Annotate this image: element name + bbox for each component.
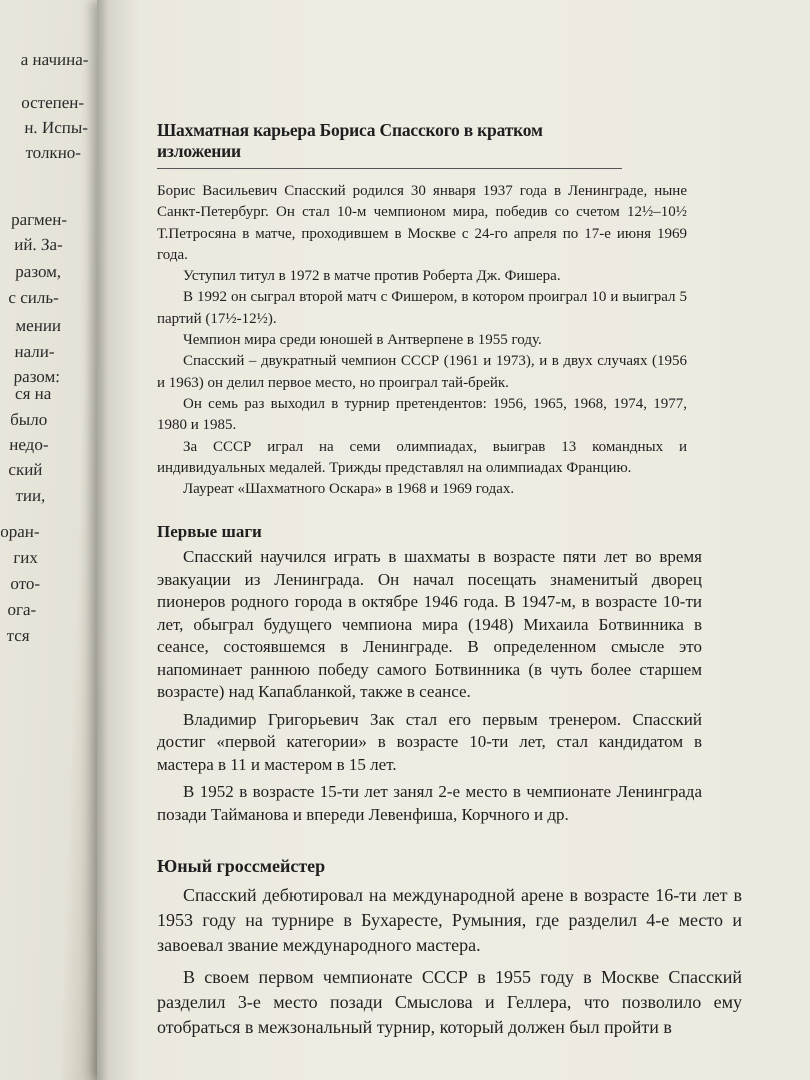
page-gutter-shadow (97, 0, 109, 1080)
body-paragraph: Владимир Григорьевич Зак стал его первым тренером. Спасский достиг «первой категории» в возрасте 10-ти лет, стал кандидатом в мастера в 11 и мастером в 15 лет. (157, 709, 702, 774)
left-page-fragment: разом, (15, 262, 62, 281)
left-page-fragment: гих (13, 548, 39, 567)
left-page-fragment: ский (8, 460, 43, 479)
left-page-fragment: остепен- (20, 93, 85, 112)
body-paragraph: В своем первом чемпионате СССР в 1955 году в Москве Спасский разделил 3-е место позади Смыслова и Геллера, что позволило ему отобраться в межзональный турнир, который должен был пройти в (157, 967, 742, 1038)
left-page-fragment: тии, (15, 486, 46, 505)
section-body-first-steps (157, 546, 702, 826)
section-heading-young-gm: Юный гроссмейстер (157, 856, 326, 877)
section-heading-first-steps: Первые шаги (157, 522, 262, 542)
page-title: Шахматная карьера Бориса Спасского в кратком изложении (157, 120, 622, 169)
intro-paragraph: Уступил титул в 1972 в матче против Роберта Дж. Фишера. (183, 268, 561, 285)
left-page-fragment: ся на (14, 384, 52, 403)
left-page-fragment: нали- (14, 342, 55, 361)
intro-paragraph: Он семь раз выходил в турнир претендентов: 1956, 1965, 1968, 1974, 1977, 1980 и 1985. (157, 395, 687, 434)
left-page-fragment: недо- (9, 435, 49, 454)
left-page-fragment: с силь- (8, 288, 60, 307)
left-page-fragment: а начина- (20, 50, 89, 69)
section-body-young-gm (157, 883, 742, 1040)
left-page-fragment: ий. За- (13, 235, 64, 254)
page-content (157, 120, 797, 1040)
left-page-fragment: ото- (10, 574, 41, 593)
right-book-page (97, 0, 810, 1080)
intro-block (157, 181, 687, 500)
left-page-fragment: толкно- (25, 143, 82, 162)
intro-paragraph: Спасский – двукратный чемпион СССР (1961 и 1973), и в двух случаях (1956 и 1963) он делил первое место, но проиграл тай-брейк. (157, 353, 687, 391)
left-page-fragment: н. Испы- (24, 118, 89, 137)
intro-paragraph: Борис Васильевич Спасский родился 30 января 1937 года в Ленинграде, ныне Санкт-Петербург. Он стал 10-м чемпионом мира, победив со счетом 12½–10½ Т.Петросяна в матче, проходившем в Москве с 24-го апреля по 17-е июня 1969 года. (157, 183, 687, 263)
intro-paragraph: В 1992 он сыграл второй матч с Фишером, в котором проиграл 10 и выиграл 5 партий (17½-12½). (157, 289, 687, 327)
intro-paragraph: Лауреат «Шахматного Оскара» в 1968 и 1969 годах. (183, 481, 515, 498)
left-page-fragment: мении (15, 316, 62, 335)
left-page-fragment: разом: (13, 367, 61, 386)
left-page-fragment: тся (6, 626, 31, 645)
body-paragraph: Спасский дебютировал на международной арене в возрасте 16-ти лет в 1953 году на турнире в Бухаресте, Румыния, где разделил 4-е место и завоевал звание международного мастера. (157, 885, 742, 956)
left-page-fragment: рагмен- (10, 210, 68, 229)
left-page-fragment: оран- (0, 522, 40, 541)
left-page-fragment: ога- (7, 600, 37, 619)
intro-paragraph: За СССР играл на семи олимпиадах, выиграв 13 командных и индивидуальных медалей. Трижды представлял на олимпиадах Францию. (157, 438, 687, 476)
body-paragraph: В 1952 в возрасте 15-ти лет занял 2-е место в чемпионате Ленинграда позади Тайманова и впереди Левенфиша, Корчного и др. (157, 782, 702, 824)
left-page-fragment: было (9, 410, 48, 429)
intro-paragraph: Чемпион мира среди юношей в Антверпене в 1955 году. (183, 332, 542, 349)
body-paragraph: Спасский научился играть в шахматы в возрасте пяти лет во время эвакуации из Ленинграда. Он начал посещать знаменитый дворец пионеров родного города в октябре 1946 года. В 1947-м, в возрасте 10-ти лет, обыграл будущего чемпиона мира (1948) Михаила Ботвинника в сеансе, состоявшемся в Ленинграде. В определенном смысле это напоминает раннюю победу самого Ботвинника (в чуть более старшем возрасте) над Капабланкой, также в сеансе. (157, 547, 702, 702)
